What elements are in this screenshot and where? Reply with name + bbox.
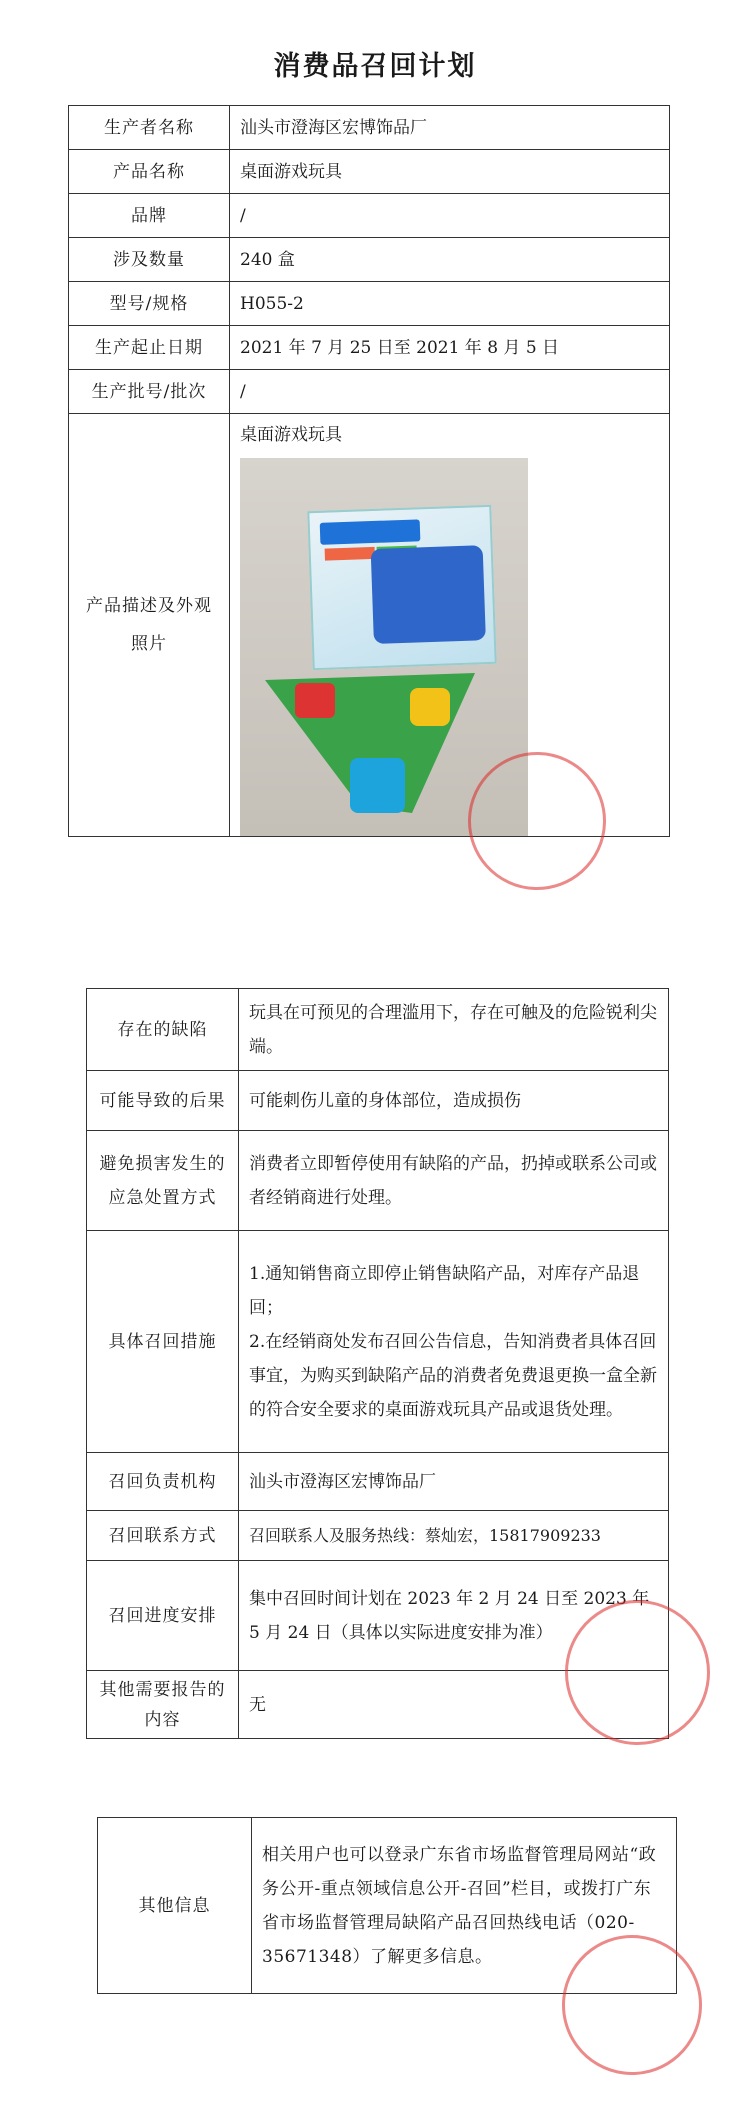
description-cell	[230, 414, 670, 837]
product-info-table	[68, 105, 670, 837]
toy-box-image	[307, 505, 496, 670]
measures-label: 具体召回措施	[87, 1231, 239, 1453]
other-report-label: 其他需要报告的内容	[87, 1671, 239, 1739]
other-info-value: 相关用户也可以登录广东省市场监督管理局网站“政务公开-重点领域信息公开-召回”栏目，或拨打广东省市场监督管理局缺陷产品召回热线电话（020-35671348）了解更多信息。	[252, 1818, 677, 1994]
description-label: 产品描述及外观照片	[69, 414, 230, 837]
org-value: 汕头市澄海区宏博饰品厂	[239, 1453, 669, 1511]
emergency-label: 避免损害发生的应急处置方式	[87, 1131, 239, 1231]
model-label: 型号/规格	[69, 282, 230, 326]
other-report-value: 无	[239, 1671, 669, 1739]
quantity-label: 涉及数量	[69, 238, 230, 282]
defect-label: 存在的缺陷	[87, 989, 239, 1071]
other-info-label: 其他信息	[98, 1818, 252, 1994]
production-date-label: 生产起止日期	[69, 326, 230, 370]
measures-item-1: 1.通知销售商立即停止销售缺陷产品，对库存产品退回；	[249, 1263, 640, 1318]
brand-label: 品牌	[69, 194, 230, 238]
emergency-value: 消费者立即暂停使用有缺陷的产品，扔掉或联系公司或者经销商进行处理。	[239, 1131, 669, 1231]
product-name-value: 桌面游戏玩具	[230, 150, 670, 194]
defect-value: 玩具在可预见的合理滥用下，存在可触及的危险锐利尖端。	[239, 989, 669, 1071]
contact-value: 召回联系人及服务热线：蔡灿宏，15817909233	[239, 1511, 669, 1561]
manufacturer-label: 生产者名称	[69, 106, 230, 150]
org-label: 召回负责机构	[87, 1453, 239, 1511]
schedule-label: 召回进度安排	[87, 1561, 239, 1671]
consequence-label: 可能导致的后果	[87, 1071, 239, 1131]
product-name-label: 产品名称	[69, 150, 230, 194]
contact-label: 召回联系方式	[87, 1511, 239, 1561]
yellow-figure-image	[410, 688, 450, 726]
description-value: 桌面游戏玩具	[240, 425, 342, 445]
red-figure-image	[295, 683, 335, 718]
blue-figure-image	[350, 758, 405, 813]
page-title: 消费品召回计划	[273, 51, 477, 82]
brand-value: /	[230, 194, 670, 238]
measures-cell	[239, 1231, 669, 1453]
consequence-value: 可能刺伤儿童的身体部位，造成损伤	[239, 1071, 669, 1131]
batch-value: /	[230, 370, 670, 414]
quantity-value: 240 盒	[230, 238, 670, 282]
manufacturer-value: 汕头市澄海区宏博饰品厂	[230, 106, 670, 150]
schedule-value: 集中召回时间计划在 2023 年 2 月 24 日至 2023 年 5 月 24 日（具体以实际进度安排为准）	[239, 1561, 669, 1671]
batch-label: 生产批号/批次	[69, 370, 230, 414]
model-value: H055-2	[230, 282, 670, 326]
production-date-value: 2021 年 7 月 25 日至 2021 年 8 月 5 日	[230, 326, 670, 370]
measures-item-2: 2.在经销商处发布召回公告信息，告知消费者具体召回事宜，为购买到缺陷产品的消费者免费退更换一盒全新的符合安全要求的桌面游戏玩具产品或退货处理。	[249, 1331, 657, 1420]
